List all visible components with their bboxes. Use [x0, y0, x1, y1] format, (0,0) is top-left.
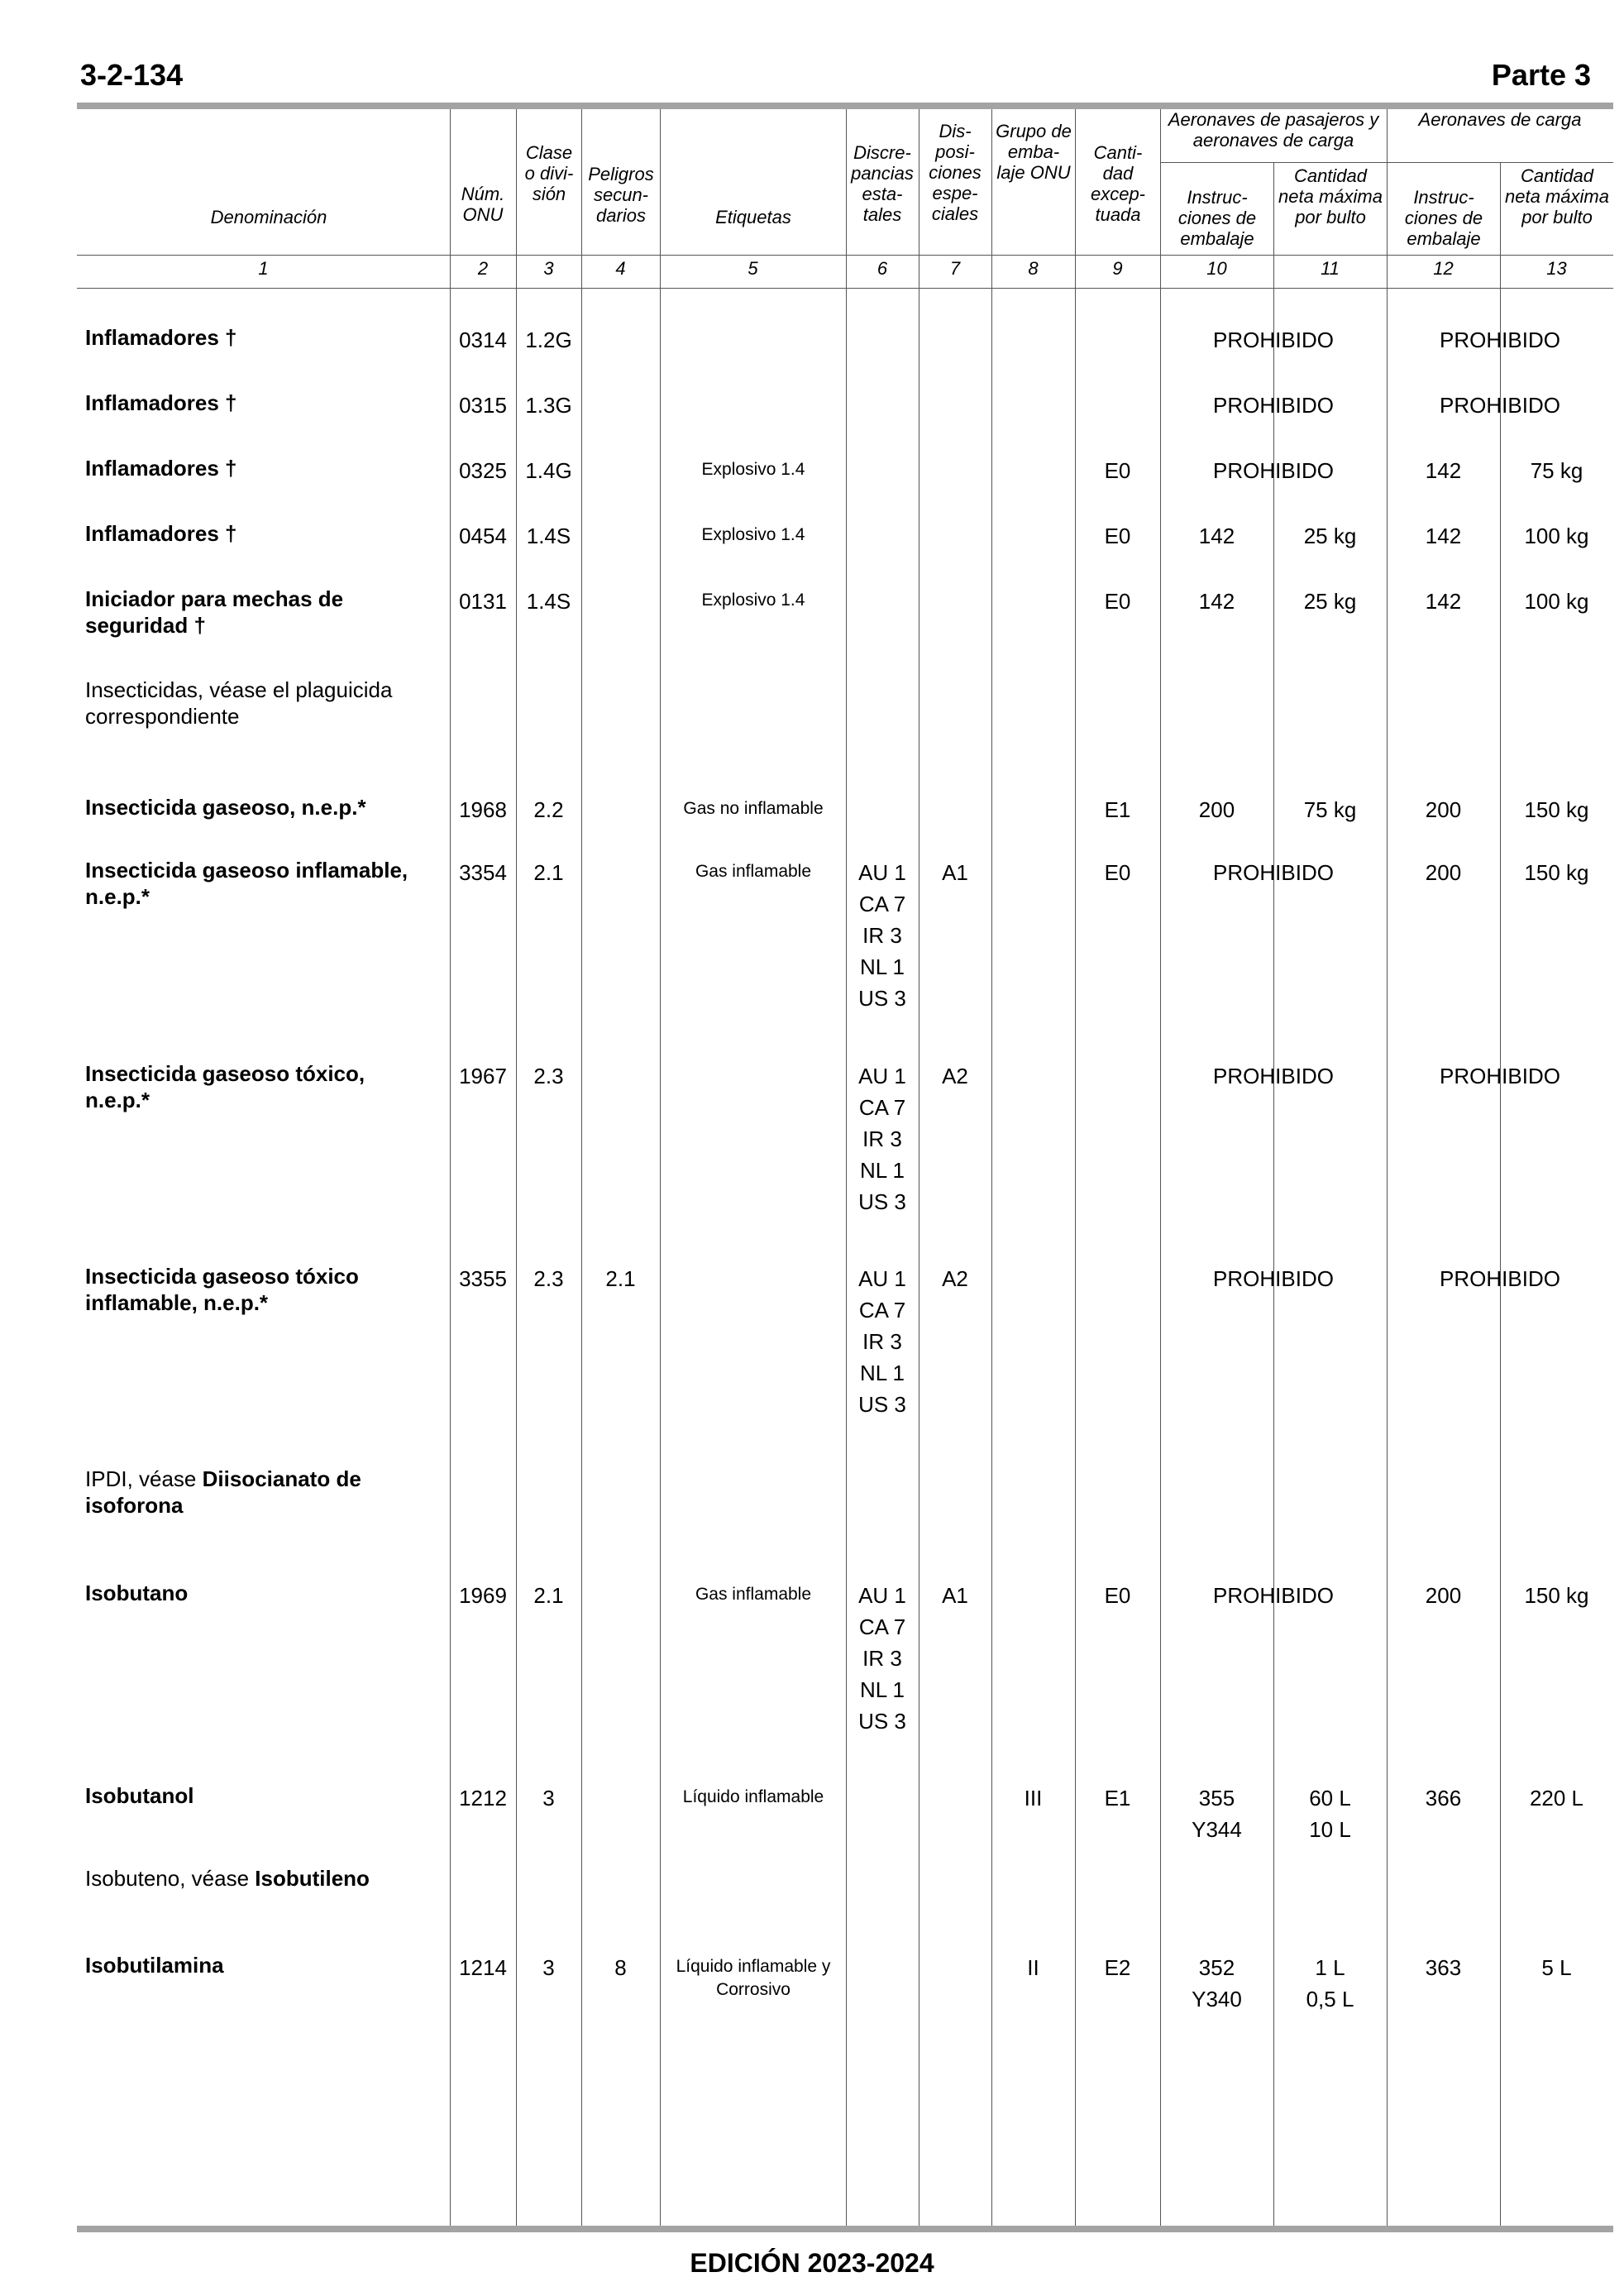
excepted-quantity: E0 [1104, 458, 1131, 483]
excepted-quantity: E0 [1104, 589, 1131, 614]
cargo-packing-instruction: 200 [1425, 797, 1462, 822]
excepted-quantity: E1 [1104, 1786, 1131, 1810]
entry-name: Iniciador para mechas de seguridad † [85, 586, 344, 638]
entry-name-plain: IPDI, véase [85, 1466, 203, 1491]
pax-prohibited: PROHIBIDO [1213, 1583, 1334, 1608]
entry-name [85, 1865, 432, 1892]
cargo-max-quantity: 75 kg [1530, 458, 1583, 483]
pax-packing-instruction: 200 [1198, 797, 1235, 822]
state-variations: AU 1 CA 7 IR 3 NL 1 US 3 [858, 1583, 906, 1734]
entry-name-reference: Diisocianato de isoforona [85, 1466, 361, 1518]
class-division: 1.4S [526, 589, 571, 614]
hazard-label: Explosivo 1.4 [701, 525, 805, 544]
excepted-quantity: E2 [1104, 1955, 1131, 1980]
col-head-peligros: Peligros secun- darios [588, 164, 654, 226]
excepted-quantity: E0 [1104, 524, 1131, 548]
pax-packing-instruction: 142 [1198, 524, 1235, 548]
entry-name: Inflamadores † [85, 390, 237, 415]
cargo-prohibited: PROHIBIDO [1440, 328, 1560, 352]
entry-name-plain: Isobuteno, véase [85, 1866, 256, 1891]
numbers-rule [77, 288, 1613, 289]
pax-prohibited: PROHIBIDO [1213, 458, 1334, 483]
class-division: 2.1 [533, 860, 564, 885]
subsidiary-risk: 8 [614, 1955, 627, 1980]
special-provisions: A1 [942, 1583, 968, 1608]
excepted-quantity: E1 [1104, 797, 1131, 822]
hazard-label: Explosivo 1.4 [701, 460, 805, 479]
col-divider [450, 109, 451, 2226]
col-number: 6 [876, 258, 888, 279]
cargo-max-quantity: 150 kg [1524, 797, 1589, 822]
hazard-label: Gas inflamable [695, 862, 812, 881]
un-number: 1214 [459, 1955, 507, 1980]
class-division: 2.1 [533, 1583, 564, 1608]
col-number: 7 [949, 258, 961, 279]
un-number: 1969 [459, 1583, 507, 1608]
col-head-instr-pasajeros: Instruc- ciones de embalaje [1177, 187, 1257, 249]
cargo-packing-instruction: 142 [1425, 524, 1462, 548]
un-number: 3355 [459, 1266, 507, 1291]
cargo-packing-instruction: 142 [1425, 589, 1462, 614]
col-head-disposiciones: Dis- posi- ciones espe- ciales [929, 121, 982, 224]
class-division: 2.3 [533, 1064, 564, 1088]
col-divider [516, 109, 517, 2226]
col-head-cantidad-carga: Cantidad neta máxima por bulto [1505, 165, 1609, 227]
un-number: 0131 [459, 589, 507, 614]
entry-name: Isobutano [85, 1581, 189, 1605]
cargo-packing-instruction: 366 [1425, 1786, 1462, 1810]
class-division: 3 [542, 1955, 555, 1980]
col-head-discrepancias: Discre- pancias esta- tales [851, 142, 914, 225]
hazard-label: Líquido inflamable y Corrosivo [676, 1957, 831, 1999]
pax-packing-instruction: 142 [1198, 589, 1235, 614]
col-number: 10 [1206, 258, 1227, 279]
col-number: 11 [1321, 258, 1340, 279]
pax-prohibited: PROHIBIDO [1213, 393, 1334, 418]
un-number: 1212 [459, 1786, 507, 1810]
class-division: 1.2G [525, 328, 572, 352]
edition-footer: EDICIÓN 2023-2024 [690, 2248, 934, 2278]
entry-name: Insecticidas, véase el plaguicida correspondiente [85, 677, 393, 729]
entry-name: Inflamadores † [85, 325, 237, 350]
cargo-max-quantity: 5 L [1541, 1955, 1572, 1980]
pax-prohibited: PROHIBIDO [1213, 1266, 1334, 1291]
group-rule [1160, 162, 1613, 163]
col-number: 1 [258, 258, 269, 279]
pax-packing-instruction: 352 Y340 [1192, 1955, 1242, 2011]
col-divider [581, 109, 582, 2226]
col-head-etiquetas: Etiquetas [715, 207, 791, 227]
pax-max-quantity: 25 kg [1303, 589, 1357, 614]
cargo-packing-instruction: 200 [1425, 860, 1462, 885]
col-group-carga: Aeronaves de carga [1418, 109, 1582, 130]
pax-max-quantity: 1 L 0,5 L [1306, 1955, 1354, 2011]
special-provisions: A2 [942, 1064, 968, 1088]
packing-group: III [1024, 1786, 1043, 1810]
cargo-prohibited: PROHIBIDO [1440, 1064, 1560, 1088]
subsidiary-risk: 2.1 [605, 1266, 636, 1291]
pax-max-quantity: 60 L 10 L [1309, 1786, 1351, 1842]
pax-packing-instruction: 355 Y344 [1192, 1786, 1242, 1842]
col-number: 9 [1112, 258, 1123, 279]
state-variations: AU 1 CA 7 IR 3 NL 1 US 3 [858, 1266, 906, 1417]
entry-name: Insecticida gaseoso, n.e.p.* [85, 795, 366, 820]
pax-max-quantity: 75 kg [1303, 797, 1357, 822]
state-variations: AU 1 CA 7 IR 3 NL 1 US 3 [858, 1064, 906, 1214]
un-number: 0315 [459, 393, 507, 418]
entry-name [85, 1466, 432, 1519]
class-division: 2.2 [533, 797, 564, 822]
col-number: 13 [1546, 258, 1567, 279]
excepted-quantity: E0 [1104, 860, 1131, 885]
state-variations: AU 1 CA 7 IR 3 NL 1 US 3 [858, 860, 906, 1011]
cargo-prohibited: PROHIBIDO [1440, 1266, 1560, 1291]
un-number: 1968 [459, 797, 507, 822]
col-head-num-onu: Núm. ONU [461, 184, 505, 225]
col-head-cantidad-pasajeros: Cantidad neta máxima por bulto [1278, 165, 1383, 227]
hazard-label: Gas no inflamable [683, 799, 824, 818]
un-number: 1967 [459, 1064, 507, 1088]
col-number: 2 [477, 258, 489, 279]
col-group-pasajeros: Aeronaves de pasajeros y aeronaves de carga [1168, 109, 1379, 151]
entry-name: Inflamadores † [85, 456, 237, 481]
col-head-cantidad-exceptuada: Canti- dad excep- tuada [1090, 142, 1146, 225]
col-number: 4 [615, 258, 626, 279]
col-number: 3 [543, 258, 554, 279]
class-division: 1.3G [525, 393, 572, 418]
un-number: 0325 [459, 458, 507, 483]
un-number: 0314 [459, 328, 507, 352]
cargo-max-quantity: 100 kg [1524, 589, 1589, 614]
entry-name: Inflamadores † [85, 521, 237, 546]
entry-name: Isobutanol [85, 1783, 194, 1808]
entry-name: Insecticida gaseoso tóxico inflamable, n.e.p.* [85, 1264, 359, 1315]
excepted-quantity: E0 [1104, 1583, 1131, 1608]
header-rule [77, 255, 1613, 256]
col-divider [1387, 109, 1388, 2226]
entry-name: Insecticida gaseoso inflamable, n.e.p.* [85, 858, 408, 909]
pax-prohibited: PROHIBIDO [1213, 860, 1334, 885]
class-division: 3 [542, 1786, 555, 1810]
col-number: 12 [1433, 258, 1454, 279]
page-number: 3-2-134 [80, 58, 184, 92]
col-number: 8 [1028, 258, 1039, 279]
entry-name: Insecticida gaseoso tóxico, n.e.p.* [85, 1061, 365, 1112]
cargo-max-quantity: 150 kg [1524, 1583, 1589, 1608]
class-division: 1.4G [525, 458, 572, 483]
cargo-prohibited: PROHIBIDO [1440, 393, 1560, 418]
col-head-grupo: Grupo de emba- laje ONU [996, 121, 1072, 183]
special-provisions: A2 [942, 1266, 968, 1291]
special-provisions: A1 [942, 860, 968, 885]
pax-prohibited: PROHIBIDO [1213, 328, 1334, 352]
col-divider [1160, 109, 1161, 2226]
col-head-instr-carga: Instruc- ciones de embalaje [1404, 187, 1483, 249]
col-head-denominacion: Denominación [210, 207, 327, 227]
class-division: 1.4S [526, 524, 571, 548]
part-title: Parte 3 [1491, 58, 1591, 92]
cargo-max-quantity: 100 kg [1524, 524, 1589, 548]
col-head-clase: Clase o divi- sión [524, 142, 574, 204]
col-divider [1075, 109, 1076, 2226]
hazard-label: Gas inflamable [695, 1585, 812, 1604]
entry-name: Isobutilamina [85, 1953, 224, 1978]
top-rule [77, 103, 1613, 109]
cargo-packing-instruction: 200 [1425, 1583, 1462, 1608]
un-number: 3354 [459, 860, 507, 885]
pax-max-quantity: 25 kg [1303, 524, 1357, 548]
hazard-label: Explosivo 1.4 [701, 591, 805, 610]
pax-prohibited: PROHIBIDO [1213, 1064, 1334, 1088]
cargo-max-quantity: 220 L [1529, 1786, 1584, 1810]
un-number: 0454 [459, 524, 507, 548]
class-division: 2.3 [533, 1266, 564, 1291]
entry-name-reference: Isobutileno [255, 1866, 370, 1891]
bottom-rule [77, 2226, 1613, 2232]
cargo-max-quantity: 150 kg [1524, 860, 1589, 885]
packing-group: II [1027, 1955, 1039, 1980]
col-divider [991, 109, 992, 2226]
col-divider [660, 109, 661, 2226]
col-number: 5 [748, 258, 758, 279]
hazard-label: Líquido inflamable [682, 1787, 824, 1806]
cargo-packing-instruction: 142 [1425, 458, 1462, 483]
cargo-packing-instruction: 363 [1425, 1955, 1462, 1980]
